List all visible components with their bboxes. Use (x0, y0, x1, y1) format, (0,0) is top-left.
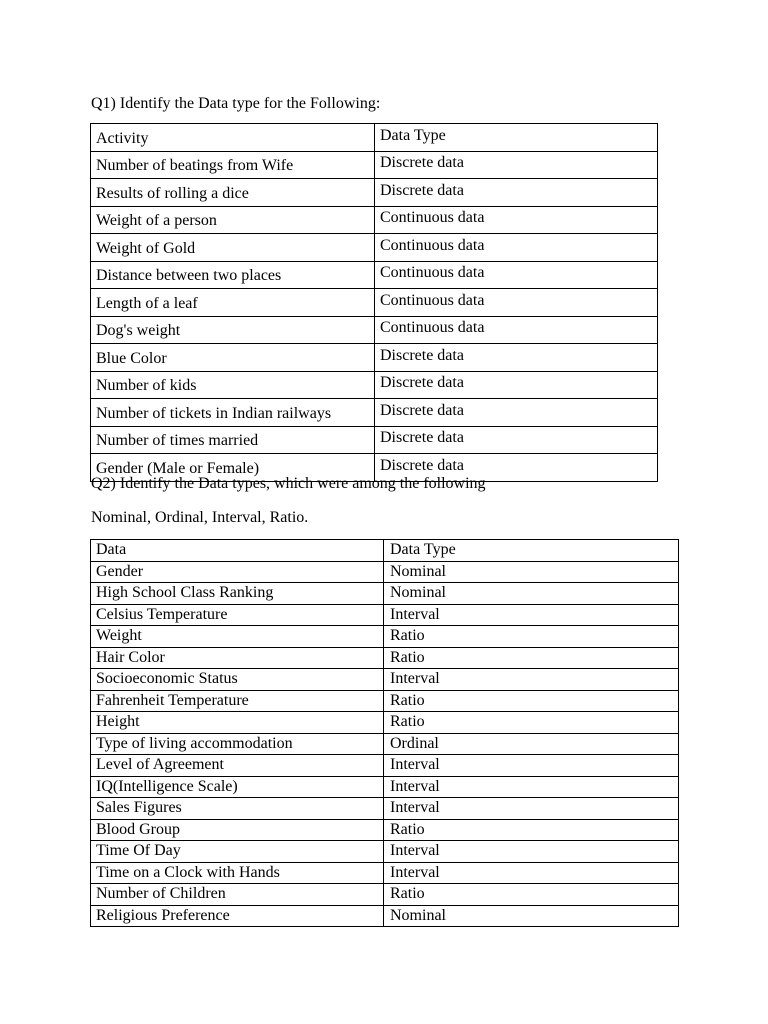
data-type-cell: Continuous data (375, 261, 658, 289)
q2-subtitle: Nominal, Ordinal, Interval, Ratio. (91, 509, 309, 526)
table-row (91, 234, 658, 262)
data-type-cell: Discrete data (375, 344, 658, 372)
activity-cell: Length of a leaf (91, 289, 375, 317)
table-row (91, 344, 658, 372)
table-row (91, 261, 658, 289)
data-type-cell: Continuous data (375, 206, 658, 234)
data-type-cell: Interval (384, 776, 679, 798)
data-type-cell: Interval (384, 669, 679, 691)
table-row (91, 712, 679, 734)
data-type-cell: Discrete data (375, 454, 658, 482)
data-type-cell: Ratio (384, 884, 679, 906)
data-type-cell: Continuous data (375, 316, 658, 344)
table-header-row (91, 540, 679, 562)
data-cell: Socioeconomic Status (91, 669, 384, 691)
table-row (91, 905, 679, 927)
activity-cell: Results of rolling a dice (91, 179, 375, 207)
activity-cell: Number of beatings from Wife (91, 151, 375, 179)
table-row (91, 776, 679, 798)
data-cell: Time Of Day (91, 841, 384, 863)
header-data-type: Data Type (384, 540, 679, 562)
data-type-cell: Ratio (384, 647, 679, 669)
table-header-row (91, 124, 658, 152)
table-row (91, 206, 658, 234)
data-type-cell: Ratio (384, 690, 679, 712)
q2-title: Q2) Identify the Data types, which were among the following (91, 475, 486, 492)
data-type-cell: Interval (384, 604, 679, 626)
table-row (91, 841, 679, 863)
data-type-cell: Interval (384, 841, 679, 863)
activity-cell: Dog's weight (91, 316, 375, 344)
table-row (91, 561, 679, 583)
activity-cell: Number of tickets in Indian railways (91, 399, 375, 427)
data-cell: Hair Color (91, 647, 384, 669)
table-row (91, 862, 679, 884)
table-row (91, 151, 658, 179)
data-type-cell: Ordinal (384, 733, 679, 755)
table-row (91, 289, 658, 317)
data-cell: Sales Figures (91, 798, 384, 820)
table-row (91, 316, 658, 344)
data-cell: Type of living accommodation (91, 733, 384, 755)
data-cell: High School Class Ranking (91, 583, 384, 605)
table-row (91, 755, 679, 777)
data-cell: Blood Group (91, 819, 384, 841)
data-cell: Level of Agreement (91, 755, 384, 777)
activity-cell: Blue Color (91, 344, 375, 372)
table-row (91, 604, 679, 626)
table-row (91, 371, 658, 399)
table-row (91, 626, 679, 648)
data-type-cell: Interval (384, 755, 679, 777)
q1-title: Q1) Identify the Data type for the Following: (91, 95, 381, 112)
table-row (91, 669, 679, 691)
table-row (91, 647, 679, 669)
data-cell: Time on a Clock with Hands (91, 862, 384, 884)
data-cell: Fahrenheit Temperature (91, 690, 384, 712)
data-type-cell: Nominal (384, 561, 679, 583)
activity-cell: Distance between two places (91, 261, 375, 289)
header-activity: Activity (91, 124, 375, 152)
data-type-cell: Interval (384, 862, 679, 884)
data-type-cell: Continuous data (375, 234, 658, 262)
table-row (91, 179, 658, 207)
activity-cell: Weight of Gold (91, 234, 375, 262)
data-type-cell: Nominal (384, 583, 679, 605)
data-cell: Celsius Temperature (91, 604, 384, 626)
data-type-cell: Discrete data (375, 151, 658, 179)
q2-table (90, 539, 679, 927)
data-type-cell: Nominal (384, 905, 679, 927)
data-cell: Gender (91, 561, 384, 583)
header-data: Data (91, 540, 384, 562)
table-row (91, 426, 658, 454)
table-row (91, 399, 658, 427)
header-data-type: Data Type (375, 124, 658, 152)
data-type-cell: Ratio (384, 819, 679, 841)
table-row (91, 884, 679, 906)
activity-cell: Gender (Male or Female) (91, 454, 375, 482)
data-type-cell: Discrete data (375, 399, 658, 427)
data-cell: IQ(Intelligence Scale) (91, 776, 384, 798)
data-type-cell: Discrete data (375, 426, 658, 454)
q1-table (90, 123, 658, 482)
table-row (91, 690, 679, 712)
table-row (91, 798, 679, 820)
data-cell: Weight (91, 626, 384, 648)
activity-cell: Number of kids (91, 371, 375, 399)
table-row (91, 819, 679, 841)
data-cell: Height (91, 712, 384, 734)
table-row (91, 583, 679, 605)
data-type-cell: Continuous data (375, 289, 658, 317)
data-type-cell: Interval (384, 798, 679, 820)
data-cell: Religious Preference (91, 905, 384, 927)
activity-cell: Weight of a person (91, 206, 375, 234)
data-type-cell: Ratio (384, 626, 679, 648)
data-type-cell: Discrete data (375, 371, 658, 399)
data-cell: Number of Children (91, 884, 384, 906)
data-type-cell: Ratio (384, 712, 679, 734)
data-type-cell: Discrete data (375, 179, 658, 207)
table-row (91, 733, 679, 755)
activity-cell: Number of times married (91, 426, 375, 454)
